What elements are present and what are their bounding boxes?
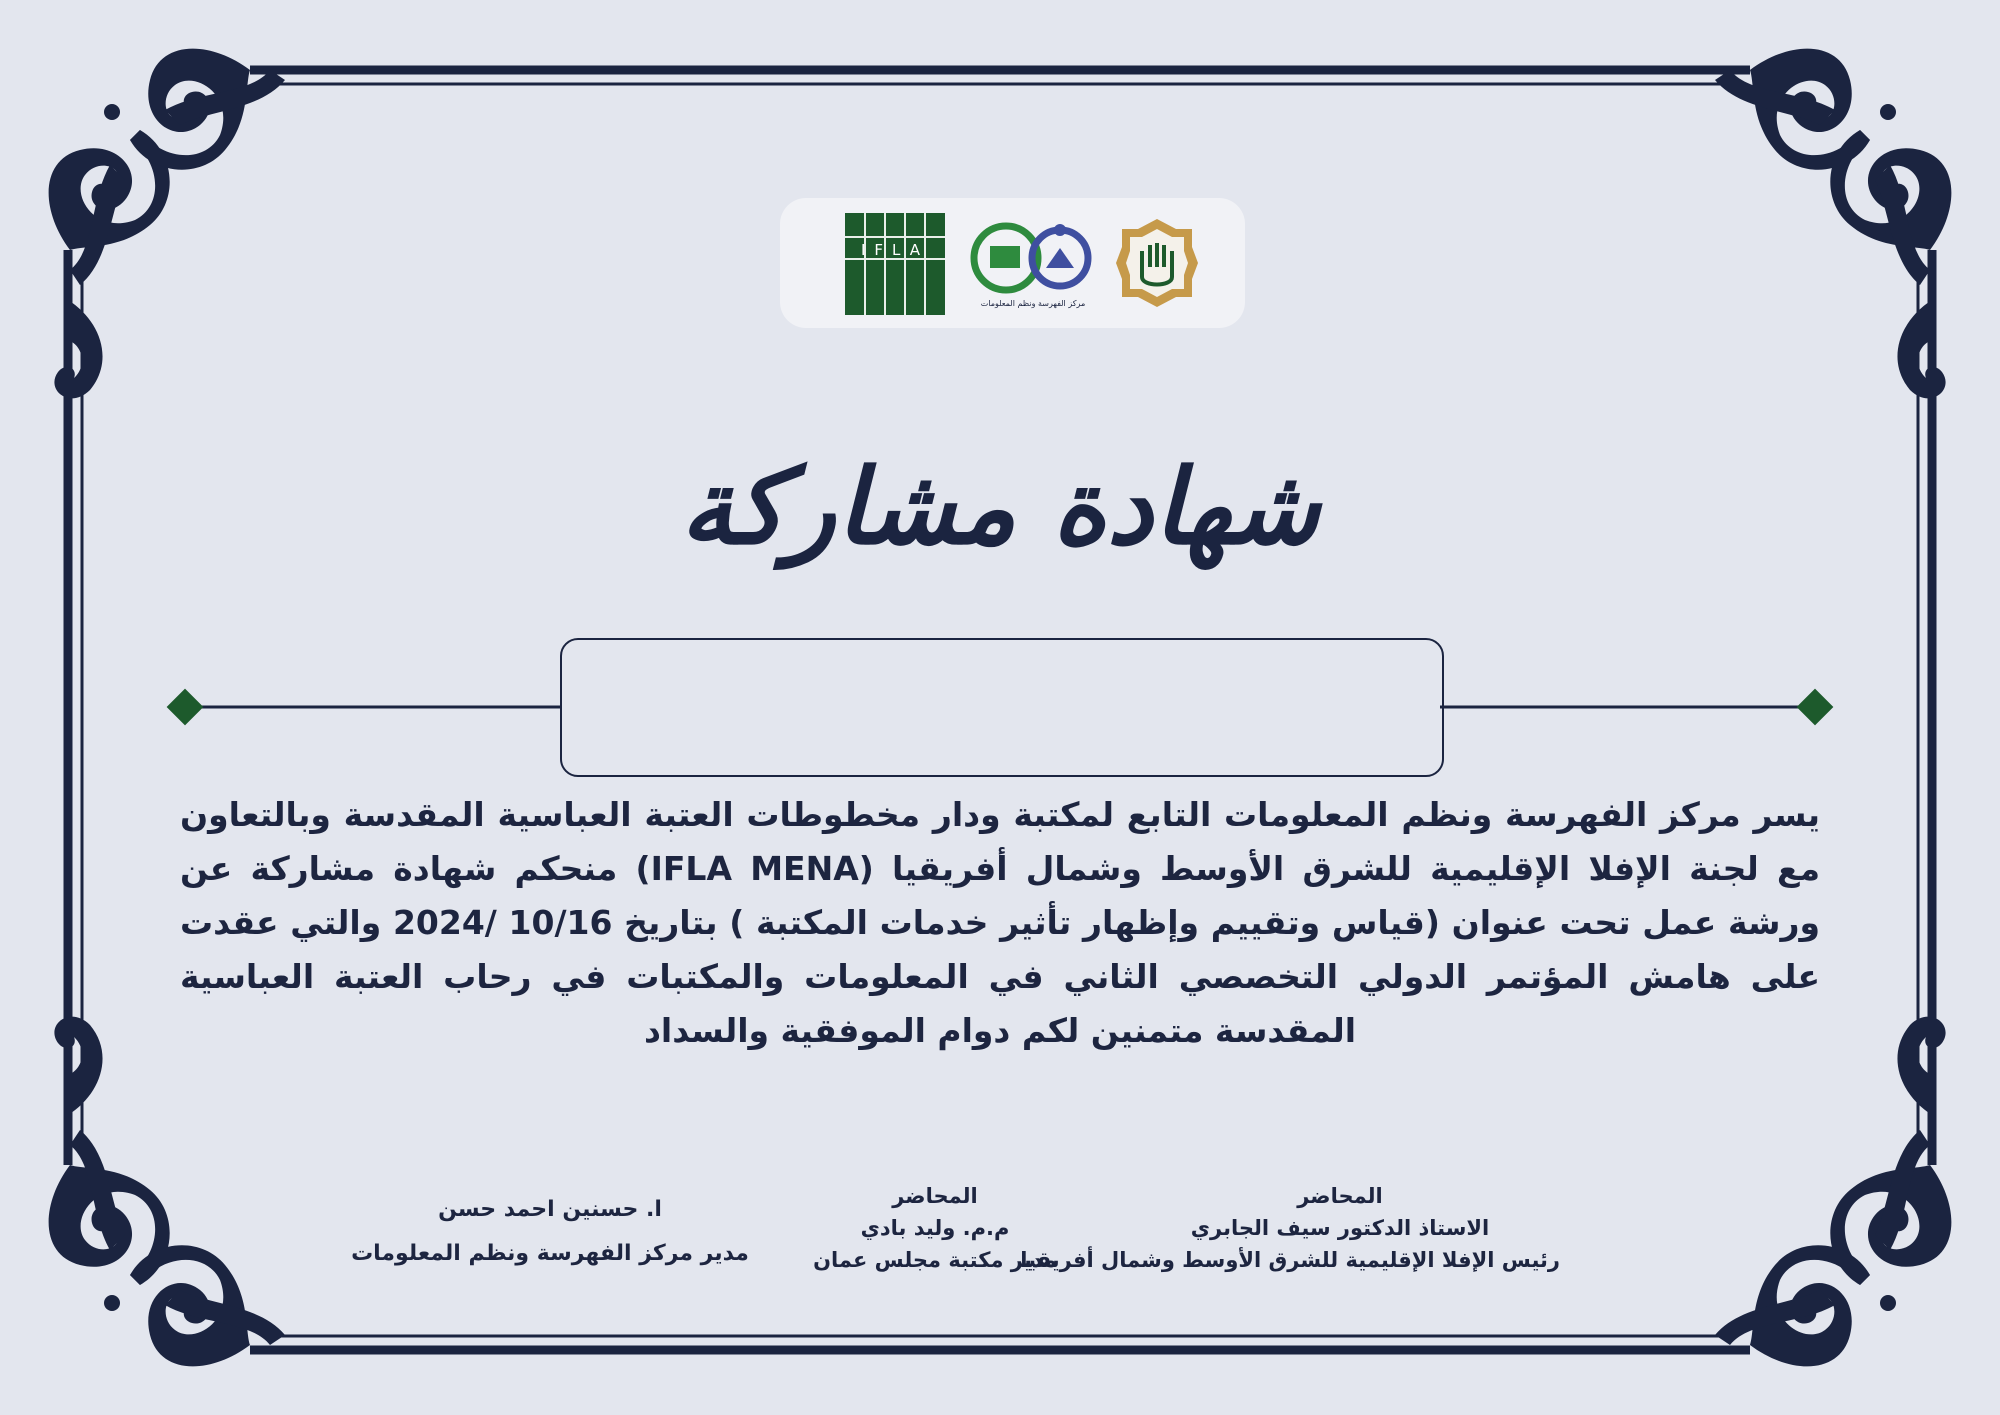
signature-2-title: مدير مكتبة مجلس عمان [813,1248,1057,1272]
abbasid-shrine-logo [1116,215,1198,310]
certificate-heading [680,395,1320,620]
signature-2-name: م.م. وليد بادي [860,1216,1010,1240]
ifla-logo-text: IFLA [860,241,930,259]
signature-1-role: المحاضر [1297,1184,1383,1208]
side-curl-ornament [54,300,102,1115]
recipient-name-box [560,638,1444,777]
diamond-right [1797,689,1834,726]
signature-3-title: مدير مركز الفهرسة ونظم المعلومات [351,1241,749,1266]
certificate-heading-text: شهادة مشاركة [680,445,1320,568]
signature-2-role: المحاضر [892,1184,978,1208]
signature-1-title: رئيس الإفلا الإقليمية للشرق الأوسط وشمال أفريقيا [1020,1248,1560,1272]
cataloguing-center-logo-text: مركز الفهرسة ونظم المعلومات [980,299,1086,308]
diamond-left [167,689,204,726]
ifla-logo [845,213,945,315]
cataloguing-center-logo [968,218,1098,310]
certificate-body: يسر مركز الفهرسة ونظم المعلومات التابع لمكتبة ودار مخطوطات العتبة العباسية المقدسة وبالتعاون مع لجنة الإفلا الإقليمية للشرق الأوسط وشمال أفريقيا (IFLA MENA) منحكم شهادة مشاركة عن ورشة عمل تحت عنوان (قياس وتقييم وإظهار تأثير خدمات المكتبة ) بتاريخ 10/16 /2024 والتي عقدت على هامش المؤتمر الدولي التخصصي الثاني في المعلومات والمكتبات في رحاب العتبة العباسية المقدسة متمنين لكم دوام الموفقية والسداد [180,795,1821,1050]
signature-block-2 [810,1180,1060,1276]
corner-ornament [49,49,285,285]
signature-3-name: ا. حسنين احمد حسن [438,1197,662,1222]
signature-block-1 [1020,1180,1560,1276]
signature-1-name: الاستاذ الدكتور سيف الجابري [1190,1216,1490,1240]
signature-block-3 [330,1188,770,1276]
